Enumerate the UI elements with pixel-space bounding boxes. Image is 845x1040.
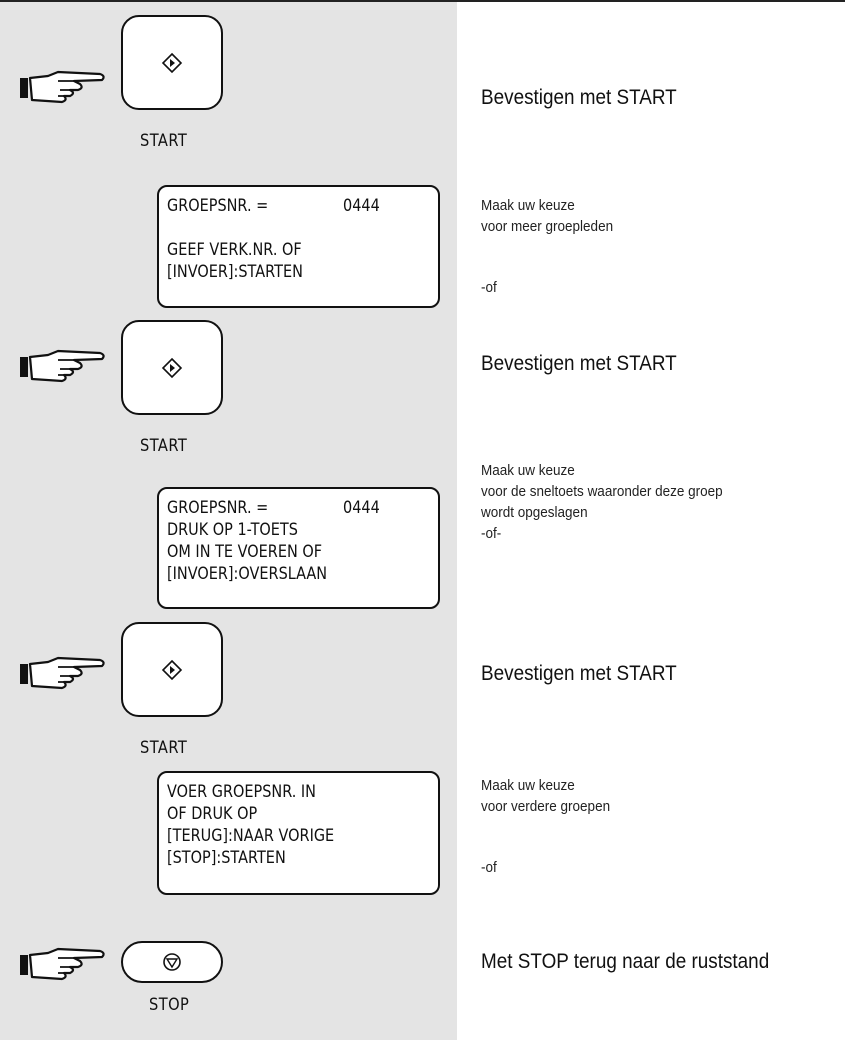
pointing-hand-icon [18,943,108,987]
lcd-line: GEEF VERK.NR. OF [167,240,302,260]
start-key-label: START [140,131,188,151]
lcd-group-number: 0444 [342,196,380,216]
lcd-line: DRUK OP 1-TOETS [167,520,298,540]
note-line: -of [481,279,497,296]
pointing-hand-icon [18,345,108,389]
pointing-hand-icon [18,652,108,696]
lcd-line: [TERUG]:NAAR VORIGE [167,826,335,846]
start-key[interactable] [121,15,223,110]
start-diamond-icon [161,357,183,379]
step-note [481,195,613,298]
lcd-line: [INVOER]:STARTEN [167,262,303,282]
note-line: voor verdere groepen [481,798,611,815]
lcd-group-number: 0444 [342,498,380,518]
pointing-hand-icon [18,66,108,110]
note-line: voor de sneltoets waaronder deze groep [481,483,723,500]
stop-key-label: STOP [149,995,190,1015]
start-key[interactable] [121,320,223,415]
start-diamond-icon [161,659,183,681]
lcd-display [157,487,440,609]
start-key-label: START [140,738,188,758]
lcd-line: VOER GROEPSNR. IN [167,782,316,802]
note-line: Maak uw keuze [481,777,575,794]
lcd-line: GROEPSNR. = [167,196,269,216]
note-line: Maak uw keuze [481,197,575,214]
lcd-line: OM IN TE VOEREN OF [167,542,323,562]
step-note [481,775,610,878]
step-instruction: Bevestigen met START [481,352,677,375]
start-key-label: START [140,436,188,456]
lcd-line: OF DRUK OP [167,804,258,824]
lcd-line: GROEPSNR. = [167,498,269,518]
lcd-display [157,771,440,895]
note-line: voor meer groepleden [481,218,614,235]
step-instruction: Met STOP terug naar de ruststand [481,950,770,973]
start-diamond-icon [161,52,183,74]
start-key[interactable] [121,622,223,717]
step-note [481,460,723,544]
note-line: Maak uw keuze [481,462,575,479]
step-instruction: Bevestigen met START [481,86,677,109]
note-line: -of- [481,525,502,542]
lcd-line: [INVOER]:OVERSLAAN [167,564,328,584]
stop-circle-icon [162,952,182,972]
note-line: wordt opgeslagen [481,504,588,521]
step-instruction: Bevestigen met START [481,662,677,685]
note-line: -of [481,859,497,876]
lcd-line: [STOP]:STARTEN [167,848,286,868]
lcd-display [157,185,440,308]
stop-key[interactable] [121,941,223,983]
